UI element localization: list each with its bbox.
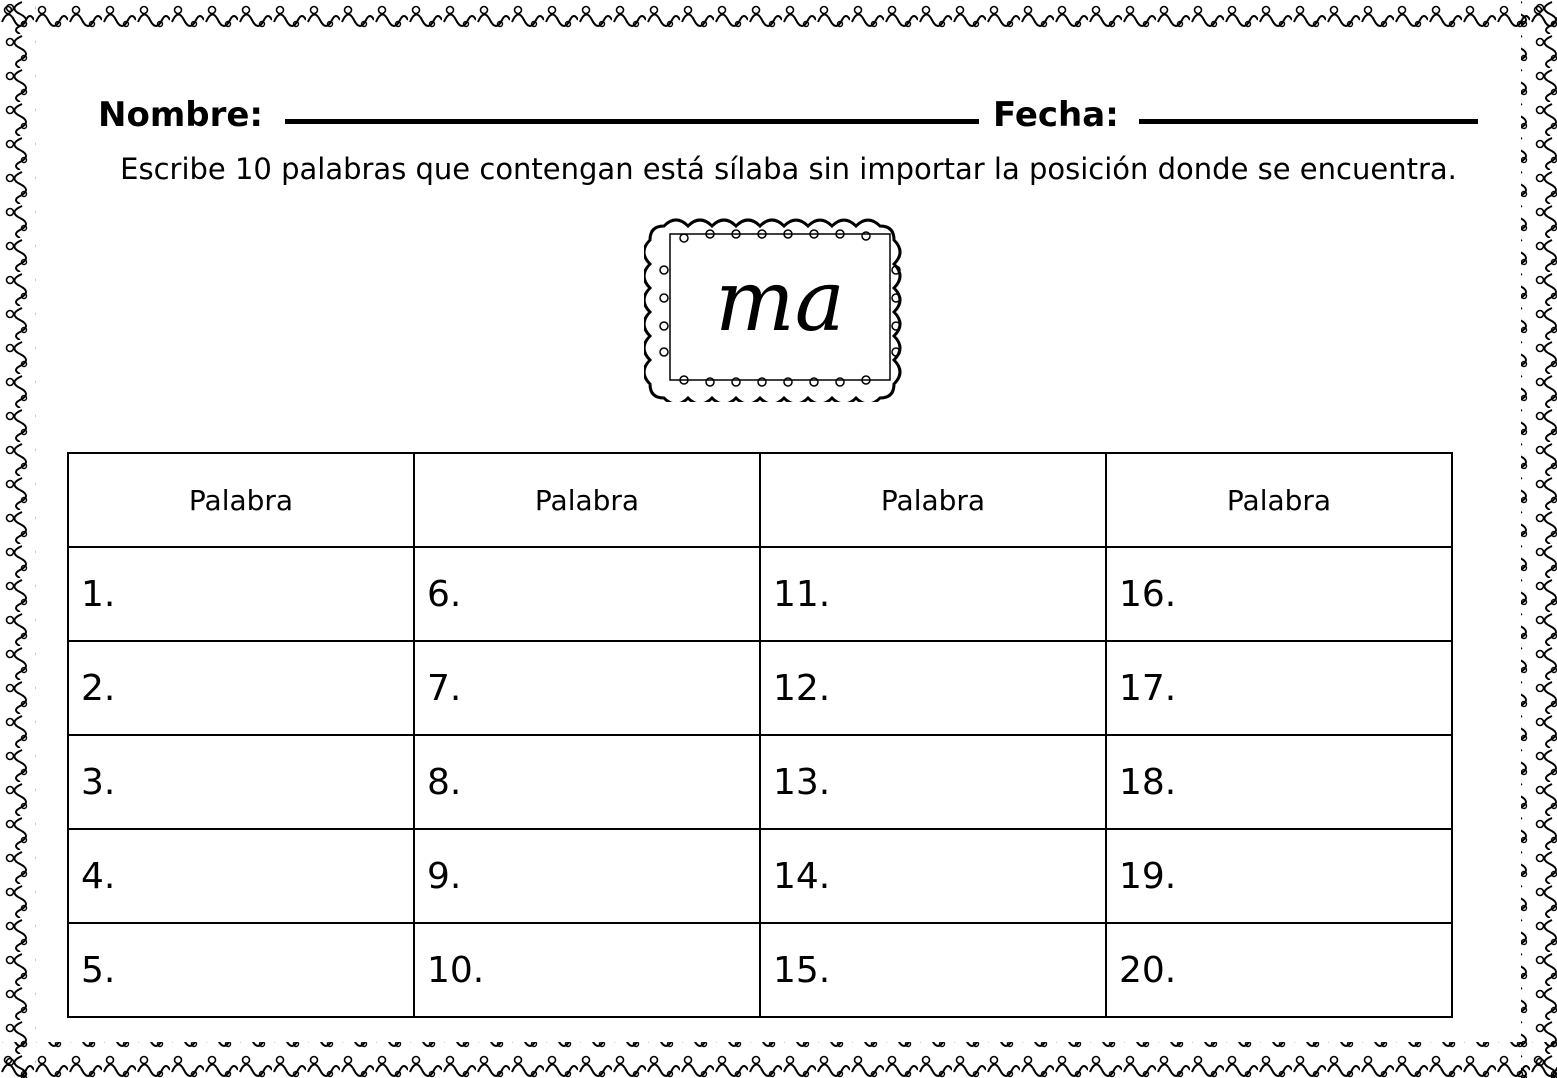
table-row bbox=[68, 547, 1452, 641]
column-header: Palabra bbox=[414, 453, 760, 547]
table-header-row bbox=[68, 453, 1452, 547]
word-cell[interactable]: 9. bbox=[414, 829, 760, 923]
word-cell[interactable]: 1. bbox=[68, 547, 414, 641]
word-cell[interactable]: 19. bbox=[1106, 829, 1452, 923]
word-cell[interactable]: 13. bbox=[760, 735, 1106, 829]
table-row bbox=[68, 735, 1452, 829]
word-cell[interactable]: 15. bbox=[760, 923, 1106, 1017]
word-cell[interactable]: 14. bbox=[760, 829, 1106, 923]
word-cell[interactable]: 8. bbox=[414, 735, 760, 829]
syllable-text: ma bbox=[715, 252, 845, 350]
word-cell[interactable]: 17. bbox=[1106, 641, 1452, 735]
name-blank-line[interactable] bbox=[285, 119, 979, 124]
syllable-frame bbox=[644, 212, 916, 402]
name-label: Nombre: bbox=[98, 95, 264, 135]
word-cell[interactable]: 20. bbox=[1106, 923, 1452, 1017]
table-row bbox=[68, 923, 1452, 1017]
header-row bbox=[98, 84, 1478, 135]
instructions-text: Escribe 10 palabras que contengan está sílaba sin importar la posición donde se encuentra. bbox=[120, 152, 1457, 186]
table-row bbox=[68, 829, 1452, 923]
word-cell[interactable]: 16. bbox=[1106, 547, 1452, 641]
word-cell[interactable]: 12. bbox=[760, 641, 1106, 735]
column-header: Palabra bbox=[68, 453, 414, 547]
word-cell[interactable]: 2. bbox=[68, 641, 414, 735]
date-label: Fecha: bbox=[993, 95, 1119, 135]
column-header: Palabra bbox=[1106, 453, 1452, 547]
column-header: Palabra bbox=[760, 453, 1106, 547]
word-cell[interactable]: 10. bbox=[414, 923, 760, 1017]
word-cell[interactable]: 11. bbox=[760, 547, 1106, 641]
word-cell[interactable]: 4. bbox=[68, 829, 414, 923]
table-row bbox=[68, 641, 1452, 735]
date-blank-line[interactable] bbox=[1139, 119, 1478, 124]
word-cell[interactable]: 18. bbox=[1106, 735, 1452, 829]
word-cell[interactable]: 6. bbox=[414, 547, 760, 641]
word-cell[interactable]: 7. bbox=[414, 641, 760, 735]
word-table bbox=[67, 452, 1453, 1018]
word-cell[interactable]: 3. bbox=[68, 735, 414, 829]
word-cell[interactable]: 5. bbox=[68, 923, 414, 1017]
